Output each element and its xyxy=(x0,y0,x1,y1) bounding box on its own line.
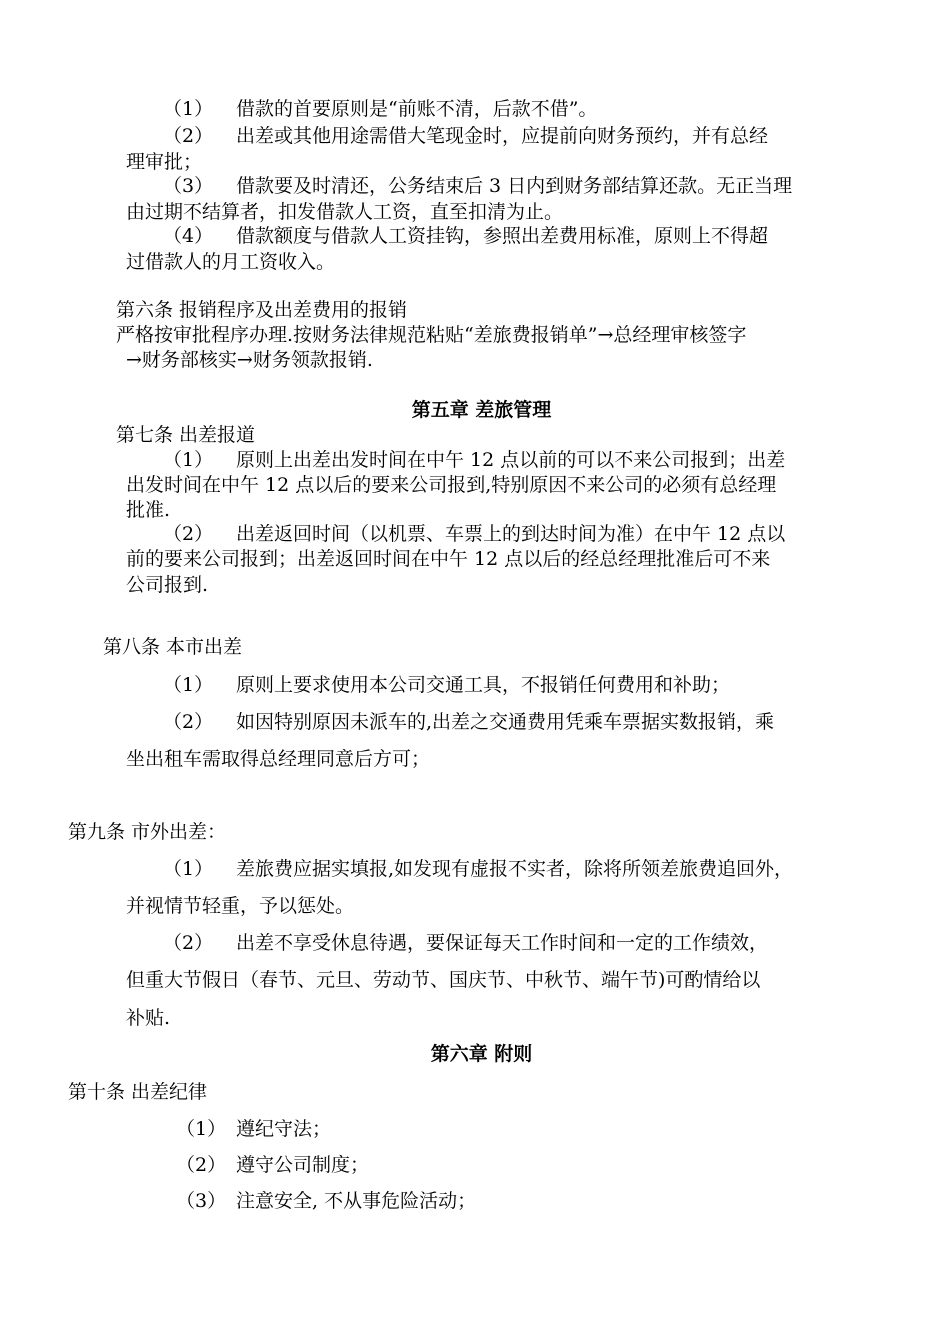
loan-item-3 xyxy=(163,177,792,196)
item-text: 借款要及时清还，公务结束后 3 日内到财务部结算还款。无正当理 xyxy=(236,175,793,197)
article-8-item-2-cont: 坐出租车需取得总经理同意后方可； xyxy=(126,748,431,770)
article-8-item-1 xyxy=(163,676,730,695)
item-number: （1） xyxy=(163,674,214,696)
article-10-item-3 xyxy=(176,1192,476,1211)
item-text: 出差返回时间（以机票、车票上的到达时间为准）在中午 12 点以 xyxy=(236,523,786,545)
article-10-item-2 xyxy=(176,1156,369,1175)
article-7-item-1 xyxy=(163,451,785,470)
article-10-item-1 xyxy=(176,1120,331,1139)
loan-item-2-cont: 理审批； xyxy=(126,151,203,173)
item-number: （2） xyxy=(163,932,214,954)
article-6-title: 第六条 报销程序及出差费用的报销 xyxy=(116,299,408,321)
article-8-title: 第八条 本市出差 xyxy=(103,636,243,658)
item-text: 借款额度与借款人工资挂钩，参照出差费用标准，原则上不得超 xyxy=(236,225,769,247)
item-text: 遵纪守法； xyxy=(236,1118,332,1140)
article-9-item-1 xyxy=(163,860,793,879)
item-number: （4） xyxy=(163,225,214,247)
loan-item-4-cont: 过借款人的月工资收入。 xyxy=(126,251,336,273)
item-number: （3） xyxy=(176,1190,227,1212)
article-9-item-2-cont: 但重大节假日（春节、元旦、劳动节、国庆节、中秋节、端午节)可酌情给以 xyxy=(126,969,761,991)
article-9-item-1-cont: 并视情节轻重，予以惩处。 xyxy=(126,895,355,917)
item-text: 原则上出差出发时间在中午 12 点以前的可以不来公司报到；出差 xyxy=(236,449,786,471)
item-text: 出差不享受休息待遇，要保证每天工作时间和一定的工作绩效， xyxy=(236,932,769,954)
article-9-title: 第九条 市外出差： xyxy=(68,821,227,843)
item-text: 遵守公司制度； xyxy=(236,1154,370,1176)
article-7-item-1-cont2: 批准. xyxy=(126,499,171,521)
article-9-item-2-cont2: 补贴. xyxy=(126,1007,171,1029)
article-8-item-2 xyxy=(163,713,774,732)
item-number: （1） xyxy=(163,449,214,471)
item-text: 借款的首要原则是“前账不清，后款不借”。 xyxy=(236,98,598,120)
article-7-item-2-cont2: 公司报到. xyxy=(126,574,209,596)
article-7-item-2-cont: 前的要来公司报到；出差返回时间在中午 12 点以后的经总经理批准后可不来 xyxy=(126,548,771,570)
loan-item-1 xyxy=(163,100,597,119)
item-text: 注意安全, 不从事危险活动； xyxy=(236,1190,477,1212)
loan-item-4 xyxy=(163,227,768,246)
article-9-item-2 xyxy=(163,934,768,953)
item-text: 原则上要求使用本公司交通工具，不报销任何费用和补助； xyxy=(236,674,731,696)
item-number: （1） xyxy=(176,1118,227,1140)
article-10-title: 第十条 出差纪律 xyxy=(68,1081,208,1103)
article-7-title: 第七条 出差报道 xyxy=(116,424,256,446)
item-text: 差旅费应据实填报,如发现有虚报不实者，除将所领差旅费追回外， xyxy=(236,858,794,880)
item-number: （1） xyxy=(163,858,214,880)
item-number: （1） xyxy=(163,98,214,120)
item-number: （3） xyxy=(163,175,214,197)
item-number: （2） xyxy=(176,1154,227,1176)
article-7-item-2 xyxy=(163,525,785,544)
loan-item-2 xyxy=(163,127,768,146)
chapter-6-heading: 第六章 附则 xyxy=(430,1043,533,1065)
item-number: （2） xyxy=(163,711,214,733)
item-text: 出差或其他用途需借大笔现金时，应提前向财务预约，并有总经 xyxy=(236,125,769,147)
item-text: 如因特别原因未派车的,出差之交通费用凭乘车票据实数报销，乘 xyxy=(236,711,775,733)
article-6-line-2: →财务部核实→财务领款报销. xyxy=(126,349,373,371)
item-number: （2） xyxy=(163,523,214,545)
loan-item-3-cont: 由过期不结算者，扣发借款人工资，直至扣清为止。 xyxy=(126,201,564,223)
item-number: （2） xyxy=(163,125,214,147)
article-7-item-1-cont: 出发时间在中午 12 点以后的要来公司报到,特别原因不来公司的必须有总经理 xyxy=(126,474,777,496)
chapter-5-heading: 第五章 差旅管理 xyxy=(411,399,552,421)
article-6-line-1: 严格按审批程序办理.按财务法律规范粘贴“差旅费报销单”→总经理审核签字 xyxy=(116,324,747,346)
